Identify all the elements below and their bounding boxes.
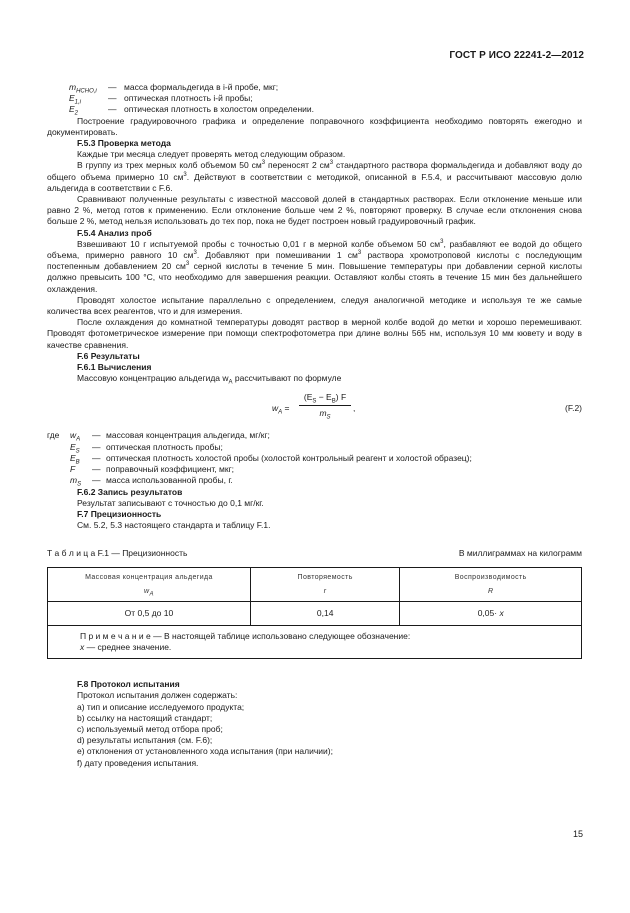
definition-row: $E_B$ — оптическая плотность холостой пробы (холостой контрольный реагент и холостой образец); xyxy=(70,452,472,466)
paragraph: Построение градуировочного графика и определение поправочного коэффициента необходимо повторять ежегодно и документировать. xyxy=(47,115,582,137)
definition-row: $m_S$ — масса использованной пробы, г. xyxy=(70,475,233,488)
section-heading: F.8 Протокол испытания xyxy=(77,679,180,690)
section-heading: F.7 Прецизионность xyxy=(77,508,162,519)
paragraph: В группу из трех мерных колб объемом 50 $см^3$ переносят 2 $см^3$ стандартного раствора формальдегида и добавляют воду до общего объема примерно 10 $см^3$. Действуют в соответствии с методикой, описанной в F.5.4, и рассчитывают массовую долю альдегида в соответствии с F.6. xyxy=(47,160,582,193)
symbol-definitions-1 xyxy=(47,82,582,116)
paragraph: Протокол испытания должен содержать: xyxy=(77,690,238,701)
paragraph: Взвешивают 10 г испытуемой пробы с точностью 0,01 г в мерной колбе объемом 50 $см^3$, разбавляют ее водой до общего объема, примерно равного 10 $см^3$. Добавляют при помешивании 1 $см^3$ раствора хромотроповой кислоты с последующим постепенным добавлением 20 $см^3$ серной кислоты в течение 5 мин. Повышение температуры при добавлении серной кислоты должно превысить 100 °С, что необходимо для завершения реакции. Оставляют колбы стоять в течение 15 мин без дальнейшего охлаждения. xyxy=(47,238,582,294)
definition-row: F — поправочный коэффициент, мкг; xyxy=(70,464,235,475)
table-header-row: Массовая концентрация альдегида $w_A$ Повторяемость r Воспроизводимость R xyxy=(48,567,582,601)
paragraph: См. 5.2, 5.3 настоящего стандарта и таблицу F.1. xyxy=(77,520,271,531)
table-caption: Т а б л и ц а F.1 — Прецизионность В миллиграммах на килограмм xyxy=(47,548,582,559)
list-item: c) используемый метод отбора проб; xyxy=(77,723,223,734)
list-item: e) отклонения от установленного хода испытания (при наличии); xyxy=(77,746,333,757)
section-heading: F.6 Результаты xyxy=(77,350,140,361)
paragraph: Каждые три месяца следует проверять метод следующим образом. xyxy=(77,149,346,160)
equation-number: (F.2) xyxy=(565,403,582,414)
table-row: От 0,5 до 10 0,14 0,05· x xyxy=(48,601,582,625)
fraction: $\frac{(E_S - E_B) F}{m_S}$ xyxy=(299,392,351,418)
definition-row: где $w_A$ — массовая концентрация альдегида, мг/кг; xyxy=(47,430,270,444)
section-heading: F.5.3 Проверка метода xyxy=(77,138,171,149)
section-heading: F.5.4 Анализ проб xyxy=(77,227,152,238)
paragraph: После охлаждения до комнатной температуры доводят раствор в мерной колбе водой до метки и хорошо перемешивают. Проводят фотометрическое измерение при помощи спектрофотометра при длине волны 565 нм, используя 10 мм кювету и воду в качестве сравнения. xyxy=(47,317,582,350)
paragraph: Сравнивают полученные результаты с известной массовой долей в стандартных растворах. Если отклонение меньше или равно 2 %, метод готов к применению. Если отклонение больше чем 2 %, повторяют проверку. В случае если отклонения снова больше 2 %, метод нельзя использовать до тех пор, пока не будет построен новый градуировочный график. xyxy=(47,194,582,227)
definition-row: $E_2$ — оптическая плотность в холостом определении. xyxy=(69,104,314,118)
list-item: d) результаты испытания (см. F.6); xyxy=(77,735,213,746)
precision-table xyxy=(47,567,582,660)
section-heading: F.6.1 Вычисления xyxy=(77,362,152,373)
page-number: 15 xyxy=(572,829,583,839)
table-units: В миллиграммах на килограмм xyxy=(458,548,582,559)
document-body xyxy=(47,82,582,769)
table-note-row: П р и м е ч а н и е — В настоящей таблице использовано следующее обозначение: x — среднее значение. xyxy=(48,626,582,659)
document-header: ГОСТ Р ИСО 22241-2—2012 xyxy=(449,50,584,61)
paragraph: Проводят холостое испытание параллельно с определением, следуя аналогичной методике и используя те же самые количества всех реагентов, что и для измерения. xyxy=(47,294,582,317)
paragraph: Массовую концентрацию альдегида $w_A$ рассчитывают по формуле xyxy=(77,373,342,386)
definition-row: $E_{1,i}$ — оптическая плотность i-й пробы; xyxy=(69,93,253,106)
list-item: f) дату проведения испытания. xyxy=(77,757,199,768)
definition-row: $m_{HCHO,i}$ — масса формальдегида в i-й пробе, мкг; xyxy=(69,82,279,95)
report-items-list xyxy=(47,702,582,769)
definition-row: $E_S$ — оптическая плотность пробы; xyxy=(70,441,223,455)
symbol-definitions-2 xyxy=(47,430,582,486)
list-item: a) тип и описание исследуемого продукта; xyxy=(77,701,245,712)
paragraph: Результат записывают с точностью до 0,1 мг/кг. xyxy=(77,497,264,508)
list-item: b) ссылку на настоящий стандарт; xyxy=(77,712,213,723)
section-heading: F.6.2 Запись результатов xyxy=(77,486,183,497)
formula-f2: $w_A$ = $\frac{(E_S - E_B) F}{m_S}$ , (F.2) xyxy=(272,392,582,421)
